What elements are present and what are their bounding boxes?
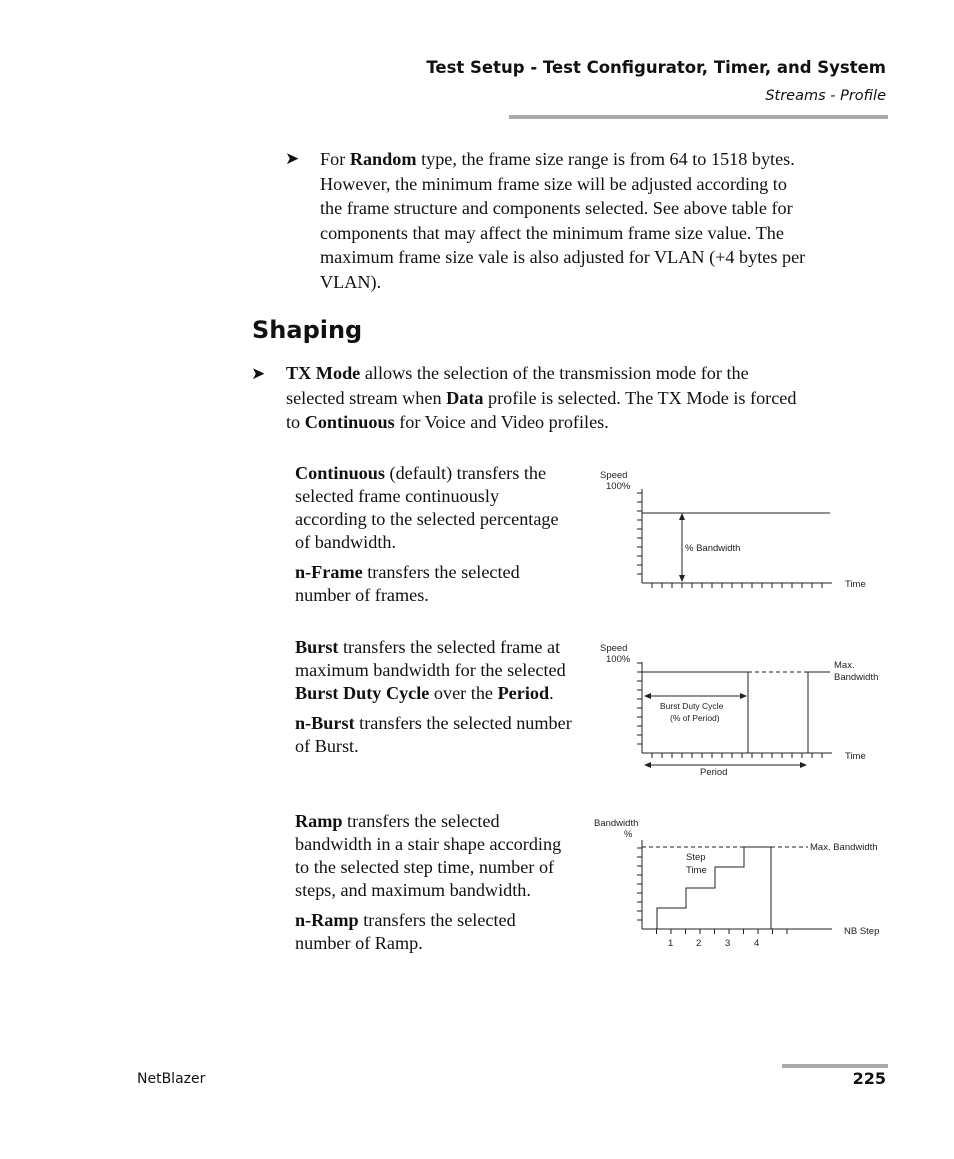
ramp-step-label-1: Step: [686, 852, 706, 863]
header-rule: [509, 115, 888, 119]
page-header-title: Test Setup - Test Configurator, Timer, and System: [426, 58, 886, 77]
burst-description: Burst transfers the selected frame at maximum bandwidth for the selected Burst Duty Cycle over the Period. n-Burst transfers the selected number of Burst.: [295, 637, 572, 756]
ramp-staircase: [657, 847, 771, 929]
burst-ytick: 100%: [606, 654, 631, 665]
random-line: However, the minimum frame size will be adjusted according to: [320, 173, 787, 194]
random-bullet-text: For Random type, the frame size range is from 64 to 1518 bytes. However, the minimum frame size will be adjusted according to the frame structure and components selected. See above table for components that may affect the minimum frame size value. The maximum frame size vale is also adjusted for VLAN (+4 bytes per VLAN).: [320, 147, 890, 295]
bullet-arrow-icon: ➤: [285, 149, 300, 169]
random-line: components that may affect the minimum frame size value. The: [320, 222, 784, 243]
ramp-step-label-2: Time: [686, 865, 707, 876]
continuous-ticks: [637, 493, 822, 588]
burst-duty-label-1: Burst Duty Cycle: [660, 701, 724, 711]
random-line: the frame structure and components selected. See above table for: [320, 198, 793, 219]
footer-product-name: NetBlazer: [137, 1071, 206, 1087]
continuous-ytick: 100%: [606, 481, 631, 492]
ramp-step-number: 2: [696, 938, 702, 949]
ramp-ticks: [637, 848, 787, 934]
continuous-diagram: [590, 465, 890, 595]
continuous-arrow-label: % Bandwidth: [685, 543, 741, 554]
continuous-xlabel: Time: [845, 579, 866, 590]
burst-pulse-2: [808, 672, 830, 753]
txmode-bullet-text: TX Mode allows the selection of the transmission mode for the selected stream when Data profile is selected. The TX Mode is forced to Continuous for Voice and Video profiles.: [286, 363, 797, 433]
page-header-subtitle: Streams - Profile: [765, 88, 886, 104]
arrow-down-icon: [679, 575, 685, 582]
ramp-step-number: 3: [725, 938, 731, 949]
ramp-description: Ramp transfers the selected bandwidth in a stair shape according to the selected step time, number of steps, and maximum bandwidth. n-Ramp transfers the selected number of Ramp.: [295, 811, 562, 953]
arrow-right-icon: [800, 762, 807, 768]
burst-diagram: [590, 638, 890, 783]
burst-xlabel: Time: [845, 751, 866, 762]
ramp-step-number: 4: [754, 938, 760, 949]
random-keyword: Random: [349, 149, 417, 169]
bullet-arrow-icon: ➤: [251, 364, 266, 384]
arrow-up-icon: [679, 513, 685, 520]
continuous-description: Continuous (default) transfers the selected frame continuously according to the selected percentage of bandwidth. n-Frame transfers the selected number of frames.: [295, 463, 559, 605]
random-line: maximum frame size vale is also adjusted for VLAN (+4 bytes per: [320, 247, 806, 268]
arrow-left-icon: [644, 762, 651, 768]
burst-max-label-1: Max.: [834, 660, 855, 671]
ramp-ylabel: Bandwidth: [594, 818, 639, 829]
continuous-ylabel: Speed: [600, 470, 628, 481]
ramp-diagram: [590, 812, 890, 952]
ramp-xlabel: NB Step: [844, 926, 880, 937]
section-heading: Shaping: [252, 316, 363, 344]
ramp-step-number: 1: [668, 938, 674, 949]
random-line: VLAN).: [320, 271, 382, 292]
burst-duty-label-2: (% of Period): [670, 713, 720, 723]
arrow-left-icon: [644, 693, 651, 699]
burst-max-label-2: Bandwidth: [834, 672, 879, 683]
burst-ylabel: Speed: [600, 643, 628, 654]
ramp-ytick: %: [624, 829, 633, 840]
ramp-max-label: Max. Bandwidth: [810, 842, 878, 853]
burst-period-label: Period: [700, 767, 728, 778]
page-number: 225: [852, 1069, 886, 1088]
arrow-right-icon: [740, 693, 747, 699]
footer-rule: [782, 1064, 888, 1068]
